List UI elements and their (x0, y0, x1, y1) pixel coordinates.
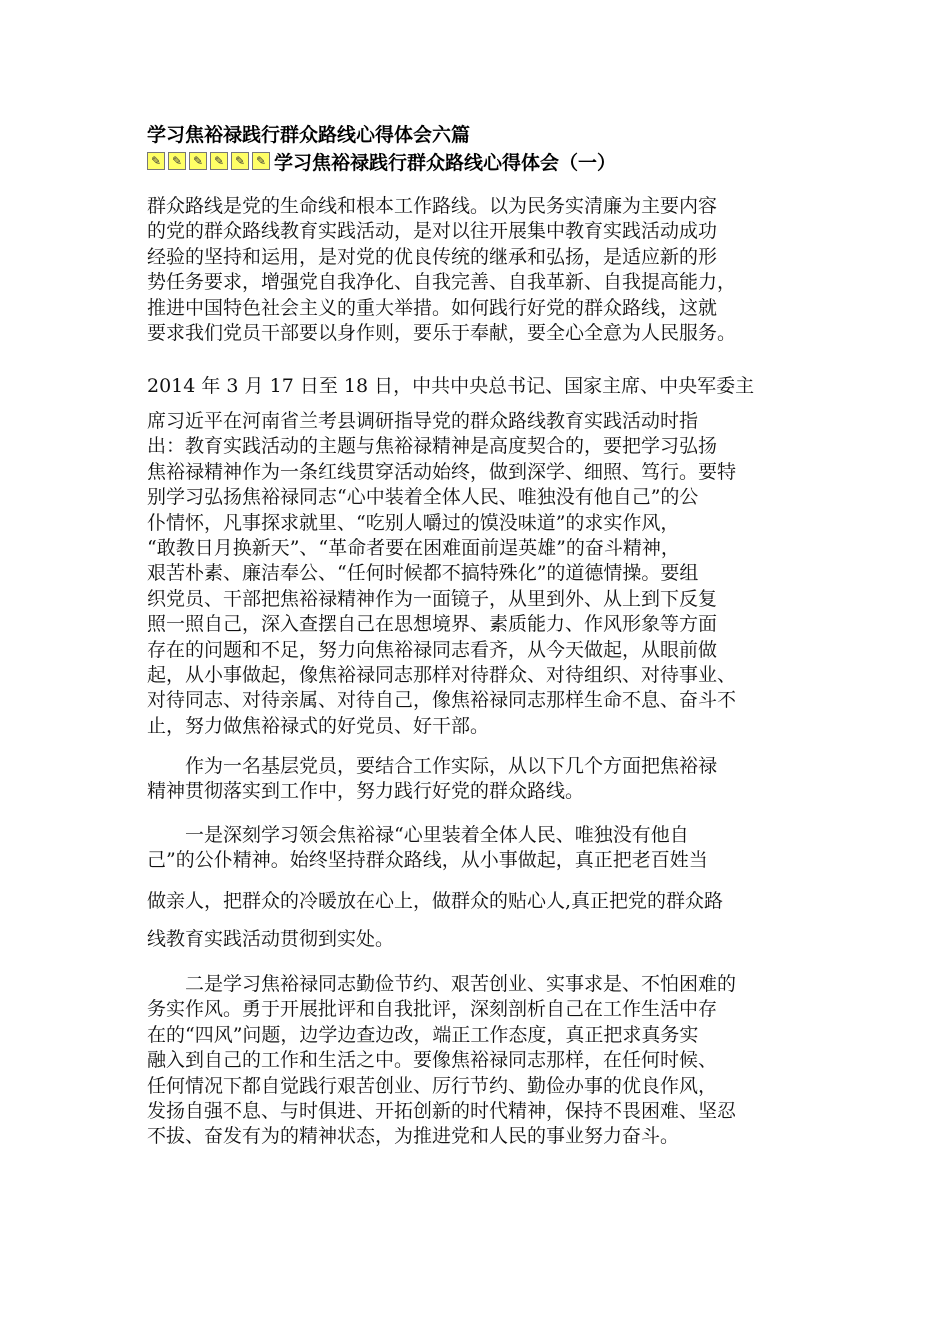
text-line: 的党的群众路线教育实践活动，是对以往开展集中教育实践活动成功 (147, 220, 718, 243)
text-line: 任何情况下都自觉践行艰苦创业、厉行节约、勤俭办事的优良作风， (147, 1074, 718, 1097)
text-line: 一是深刻学习领会焦裕禄“心里装着全体人民、唯独没有他自 (147, 824, 689, 846)
text-line: 起，从小事做起，像焦裕禄同志那样对待群众、对待组织、对待事业、 (147, 664, 737, 687)
text-line: 出：教育实践活动的主题与焦裕禄精神是高度契合的，要把学习弘扬 (147, 435, 718, 458)
text-line: 群众路线是党的生命线和根本工作路线。以为民务实清廉为主要内容 (147, 195, 718, 217)
text-line: 势任务要求，增强党自我净化、自我完善、自我革新、自我提高能力， (147, 271, 737, 294)
text-line: 务实作风。勇于开展批评和自我批评，深刻剖析自己在工作生活中存 (147, 998, 718, 1021)
paragraph (147, 194, 817, 346)
document-title: 学习焦裕禄践行群众路线心得体会六篇 (147, 124, 471, 146)
text-line: 二是学习焦裕禄同志勤俭节约、艰苦创业、实事求是、不怕困难的 (147, 973, 737, 995)
pencil-icon: ✎ (147, 152, 165, 170)
text-line: 织党员、干部把焦裕禄精神作为一面镜子，从里到外、从上到下反复 (147, 587, 718, 610)
text-line: 止，努力做焦裕禄式的好党员、好干部。 (147, 714, 490, 737)
paragraph (147, 889, 817, 914)
text-line: 仆情怀，凡事探求就里、“吃别人嚼过的馍没味道”的求实作风， (147, 511, 680, 534)
paragraph (147, 823, 817, 874)
text-line: 存在的问题和不足，努力向焦裕禄同志看齐，从今天做起，从眼前做 (147, 638, 718, 661)
text-line: 经验的坚持和运用，是对党的优良传统的继承和弘扬，是适应新的形 (147, 245, 718, 268)
text-line: 做亲人，把群众的冷暖放在心上，做群众的贴心人,真正把党的群众路 (147, 890, 724, 912)
subtitle-row (147, 148, 616, 174)
text-line: 在的“四风”问题，边学边查边改，端正工作态度，真正把求真务实 (147, 1023, 699, 1046)
pencil-icon: ✎ (210, 152, 228, 170)
text-line: 别学习弘扬焦裕禄同志“心中装着全体人民、唯独没有他自己”的公 (147, 486, 699, 509)
text-line: 己”的公仆精神。始终坚持群众路线，从小事做起，真正把老百姓当 (147, 849, 708, 872)
text-line: “敢教日月换新天”、“革命者要在困难面前逞英雄”的奋斗精神， (147, 537, 680, 560)
pencil-icon: ✎ (189, 152, 207, 170)
pencil-icon: ✎ (168, 152, 186, 170)
text-line: 作为一名基层党员，要结合工作实际，从以下几个方面把焦裕禄 (147, 755, 718, 777)
paragraph (147, 754, 817, 805)
text-line: 焦裕禄精神作为一条红线贯穿活动始终，做到深学、细照、笃行。要特 (147, 460, 737, 483)
text-line: 不拔、奋发有为的精神状态，为推进党和人民的事业努力奋斗。 (147, 1125, 680, 1148)
paragraph (147, 374, 817, 399)
text-line: 融入到自己的工作和生活之中。要像焦裕禄同志那样，在任何时候、 (147, 1049, 718, 1072)
text-line: 艰苦朴素、廉洁奉公、“任何时候都不搞特殊化”的道德情操。要组 (147, 562, 699, 585)
text-line: 照一照自己，深入查摆自己在思想境界、素质能力、作风形象等方面 (147, 613, 718, 636)
paragraph (147, 927, 817, 952)
pencil-icon: ✎ (231, 152, 249, 170)
section-subtitle: 学习焦裕禄践行群众路线心得体会（一） (274, 151, 617, 174)
text-line: 2014 年 3 月 17 日至 18 日，中共中央总书记、国家主席、中央军委主 (147, 375, 755, 397)
text-line: 发扬自强不息、与时俱进、开拓创新的时代精神，保持不畏困难、坚忍 (147, 1100, 737, 1123)
text-line: 线教育实践活动贯彻到实处。 (147, 928, 395, 950)
pencil-icon: ✎ (252, 152, 270, 170)
text-line: 要求我们党员干部要以身作则，要乐于奉献，要全心全意为人民服务。 (147, 322, 737, 345)
text-line: 对待同志、对待亲属、对待自己，像焦裕禄同志那样生命不息、奋斗不 (147, 689, 737, 712)
text-line: 席习近平在河南省兰考县调研指导党的群众路线教育实践活动时指 (147, 410, 699, 432)
text-line: 精神贯彻落实到工作中，努力践行好党的群众路线。 (147, 780, 585, 803)
paragraph (147, 409, 817, 739)
paragraph (147, 972, 817, 1150)
text-line: 推进中国特色社会主义的重大举措。如何践行好党的群众路线，这就 (147, 296, 718, 319)
